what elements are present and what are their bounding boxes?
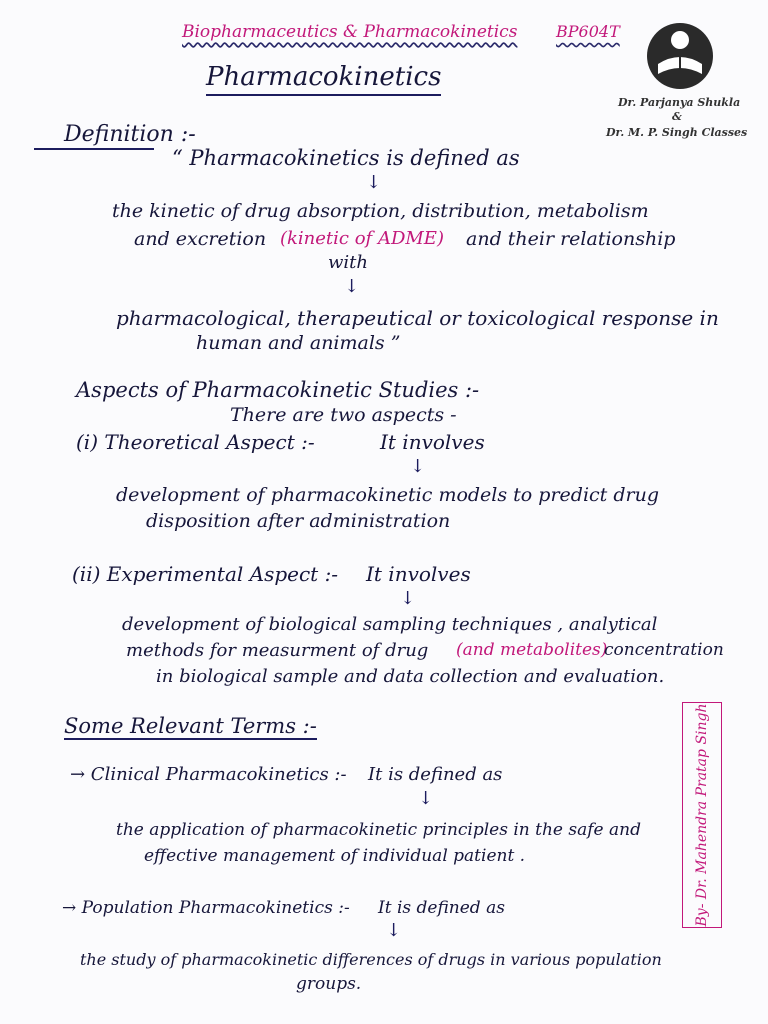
definition-underline bbox=[34, 148, 154, 150]
down-arrow-icon: ↓ bbox=[418, 788, 434, 809]
aspects-intro: There are two aspects - bbox=[230, 404, 457, 426]
author-line-1: Dr. Parjanya Shukla bbox=[618, 96, 741, 109]
theoretical-line-1: development of pharmacokinetic models to predict drug bbox=[116, 484, 659, 506]
clinical-label: → Clinical Pharmacokinetics :- bbox=[70, 764, 347, 785]
author-stamp-text: By- Dr. Mahendra Pratap Singh bbox=[694, 703, 710, 927]
definition-label: Definition :- bbox=[64, 122, 196, 147]
experimental-line-3: in biological sample and data collection and evaluation. bbox=[156, 666, 665, 687]
definition-line-2: the kinetic of drug absorption, distribution, metabolism bbox=[112, 200, 649, 222]
theoretical-involves: It involves bbox=[380, 430, 485, 454]
aspects-heading: Aspects of Pharmacokinetic Studies :- bbox=[76, 378, 480, 402]
page-title: Pharmacokinetics bbox=[206, 62, 441, 96]
experimental-metabolites-note: (and metabolites) bbox=[456, 640, 608, 660]
down-arrow-icon: ↓ bbox=[400, 588, 416, 609]
author-amp: & bbox=[672, 110, 682, 123]
reading-person-logo bbox=[644, 20, 716, 92]
experimental-aspect-label: (ii) Experimental Aspect :- bbox=[72, 562, 339, 586]
definition-line-3c: and their relationship bbox=[466, 228, 676, 250]
theoretical-aspect-label: (i) Theoretical Aspect :- bbox=[76, 430, 315, 454]
down-arrow-icon: ↓ bbox=[410, 456, 426, 477]
definition-line-4: with bbox=[328, 252, 368, 273]
definition-line-5: pharmacological, therapeutical or toxicological response in bbox=[116, 306, 719, 330]
clinical-line-2: effective management of individual patient . bbox=[144, 846, 526, 866]
experimental-line-2a: methods for measurment of drug bbox=[126, 640, 429, 661]
down-arrow-icon: ↓ bbox=[366, 172, 382, 193]
population-definition: It is defined as bbox=[378, 898, 505, 918]
clinical-line-1: the application of pharmacokinetic principles in the safe and bbox=[116, 820, 641, 840]
theoretical-line-2: disposition after administration bbox=[146, 510, 451, 532]
author-line-2: Dr. M. P. Singh Classes bbox=[606, 126, 748, 139]
population-line-1: the study of pharmacokinetic differences of drugs in various population bbox=[80, 950, 662, 969]
definition-line-3a: and excretion bbox=[134, 228, 267, 250]
experimental-line-1: development of biological sampling techniques , analytical bbox=[122, 614, 658, 635]
population-label: → Population Pharmacokinetics :- bbox=[62, 898, 350, 918]
terms-heading: Some Relevant Terms :- bbox=[64, 714, 317, 738]
definition-line-6: human and animals ” bbox=[196, 332, 401, 354]
experimental-involves: It involves bbox=[366, 562, 471, 586]
down-arrow-icon: ↓ bbox=[386, 920, 402, 941]
definition-adme-note: (kinetic of ADME) bbox=[280, 228, 444, 249]
clinical-definition: It is defined as bbox=[368, 764, 503, 785]
definition-line-1: “ Pharmacokinetics is defined as bbox=[172, 146, 520, 170]
down-arrow-icon: ↓ bbox=[344, 276, 360, 297]
experimental-line-2c: concentration bbox=[604, 640, 724, 660]
subject-title: Biopharmaceutics & Pharmacokinetics bbox=[182, 22, 518, 42]
population-line-2: groups. bbox=[296, 974, 362, 994]
author-stamp bbox=[682, 702, 722, 928]
course-code: BP604T bbox=[556, 22, 620, 41]
